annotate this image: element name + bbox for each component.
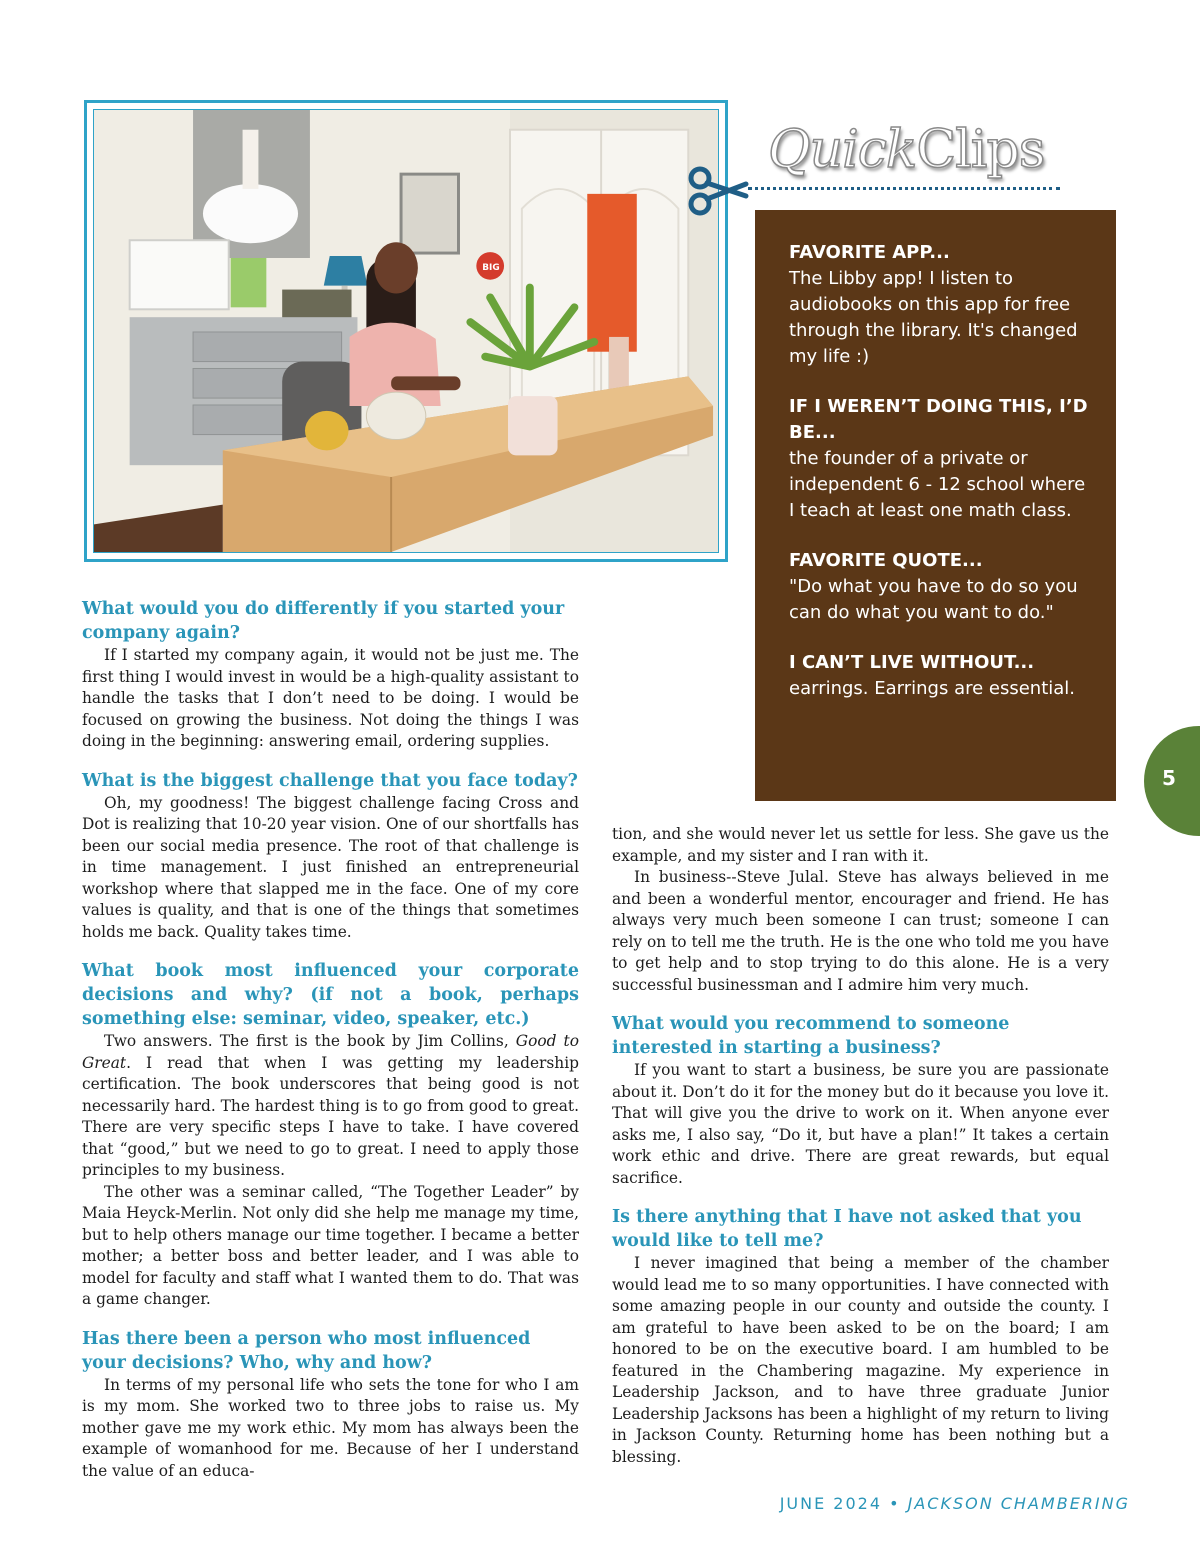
cut-line (748, 187, 1060, 190)
feature-photo (93, 109, 719, 553)
answer-text: . I read that when I was getting my leadership certification. The book underscores that being good is not necessarily hard. The hardest thing is to go from good to great. There are very specific steps I have to take. I have covered that “good,” but we need to go to great. I need to apply those principles to my business. (82, 1053, 579, 1179)
answer-paragraph: If I started my company again, it would not be just me. The first thing I would invest in would be a high-quality assistant to handle the tasks that I don’t need to be doing. I would be focused on growing the business. Not doing the things I was doing in the beginning: answering email, ordering supplies. (82, 646, 579, 750)
quick-clip-heading: FAVORITE APP... (789, 242, 950, 263)
quick-clip-heading: I CAN’T LIVE WITHOUT... (789, 652, 1035, 673)
question-heading: What would you recommend to someone interested in starting a business? (612, 1014, 1010, 1058)
answer-text: Two answers. The first is the book by Jim Collins, (104, 1032, 516, 1050)
quick-clips-title (768, 120, 1044, 180)
quick-clip-heading: IF I WEREN’T DOING THIS, I’D BE... (789, 396, 1088, 443)
question-heading: What book most influenced your corporate decisions and why? (if not a book, perhaps something else: seminar, video, speaker, etc.) (82, 961, 579, 1029)
quick-clip-item (789, 548, 1096, 626)
answer-paragraph: I never imagined that being a member of the chamber would lead me to so many opportunities. I have connected with some amazing people in our county and outside the county. I am grateful to have been asked to be on the board; I am honored to be on the executive board. I am humbled to be featured in the Chambering magazine. My experience in Leadership Jackson, and to have three graduate Junior Leadership Jacksons has been a highlight of my return to living in Jackson County. Returning home has been nothing but a blessing. (612, 1254, 1109, 1466)
quick-clips-title-part2: Clips (916, 120, 1045, 180)
quick-clip-text: "Do what you have to do so you can do what you want to do." (789, 576, 1078, 623)
office-photo-illustration (94, 110, 718, 552)
quick-clips-box (755, 210, 1116, 801)
quick-clip-item (789, 650, 1096, 702)
answer-paragraph: tion, and she would never let us settle for less. She gave us the example, and my sister and I ran with it. (612, 825, 1109, 865)
page-number: 5 (1162, 766, 1176, 790)
answer-paragraph: In business--Steve Julal. Steve has always believed in me and been a wonderful mentor, encourager and friend. He has always very much been someone I can trust; someone I can rely on to tell me the truth. He is the one who told me you have to get help and to stop trying to do this alone. He is a very successful businessman and I admire him very much. (612, 868, 1109, 994)
footer-date: JUNE 2024 • (779, 1494, 908, 1513)
quick-clip-text: The Libby app! I listen to audiobooks on this app for free through the library. It's changed my life :) (789, 268, 1078, 367)
question-heading: Has there been a person who most influenced your decisions? Who, why and how? (82, 1328, 531, 1373)
quick-clip-text: earrings. Earrings are essential. (789, 678, 1076, 699)
answer-paragraph: The other was a seminar called, “The Together Leader” by Maia Heyck-Merlin. Not only did she help me manage my time, but to help others manage our time together. I became a better mother; a better boss and better leader, and I was able to model for faculty and staff what I wanted them to do. That was a game changer. (82, 1182, 579, 1308)
answer-paragraph: If you want to start a business, be sure you are passionate about it. Don’t do it for the money but do it because you love it. That will give you the drive to work on it. When anyone ever asks me, I also say, “Do it, but have a plan!” It takes a certain work ethic and drive. There are great rewards, but equal sacrifice. (612, 1061, 1109, 1187)
footer-publication: JACKSON CHAMBERING (907, 1494, 1130, 1513)
page-footer (780, 1494, 1130, 1513)
right-column (612, 824, 1109, 1468)
answer-paragraph (82, 1031, 579, 1182)
quick-clip-heading: FAVORITE QUOTE... (789, 550, 983, 571)
question-heading: Is there anything that I have not asked that you would like to tell me? (612, 1207, 1082, 1251)
quick-clip-item (789, 394, 1096, 524)
quick-clips-title-part1: Quick (768, 120, 917, 180)
feature-photo-frame (84, 100, 728, 562)
quick-clip-text: the founder of a private or independent 6 - 12 school where I teach at least one math class. (789, 448, 1086, 521)
question-heading: What is the biggest challenge that you face today? (82, 770, 578, 791)
answer-paragraph: Oh, my goodness! The biggest challenge facing Cross and Dot is realizing that 10-20 year vision. One of our shortfalls has been our social media presence. The root of that challenge is in time management. I just finished an entrepreneurial workshop where that slapped me in the face. One of my core values is quality, and that is one of the things that sometimes holds me back. Quality takes time. (82, 793, 579, 941)
quick-clip-item (789, 240, 1096, 370)
answer-paragraph: In terms of my personal life who sets the tone for who I am is my mom. She worked two to three jobs to raise us. My mother gave me my work ethic. My mom has always been the example of womanhood for me. Because of her I understand the value of an educa- (82, 1375, 579, 1480)
book-title: Good to Great (82, 1032, 580, 1072)
scissors-icon (686, 162, 750, 218)
question-heading: What would you do differently if you started your company again? (82, 599, 565, 643)
apple-sign-text: BIG (482, 262, 500, 273)
left-column (82, 597, 579, 1482)
